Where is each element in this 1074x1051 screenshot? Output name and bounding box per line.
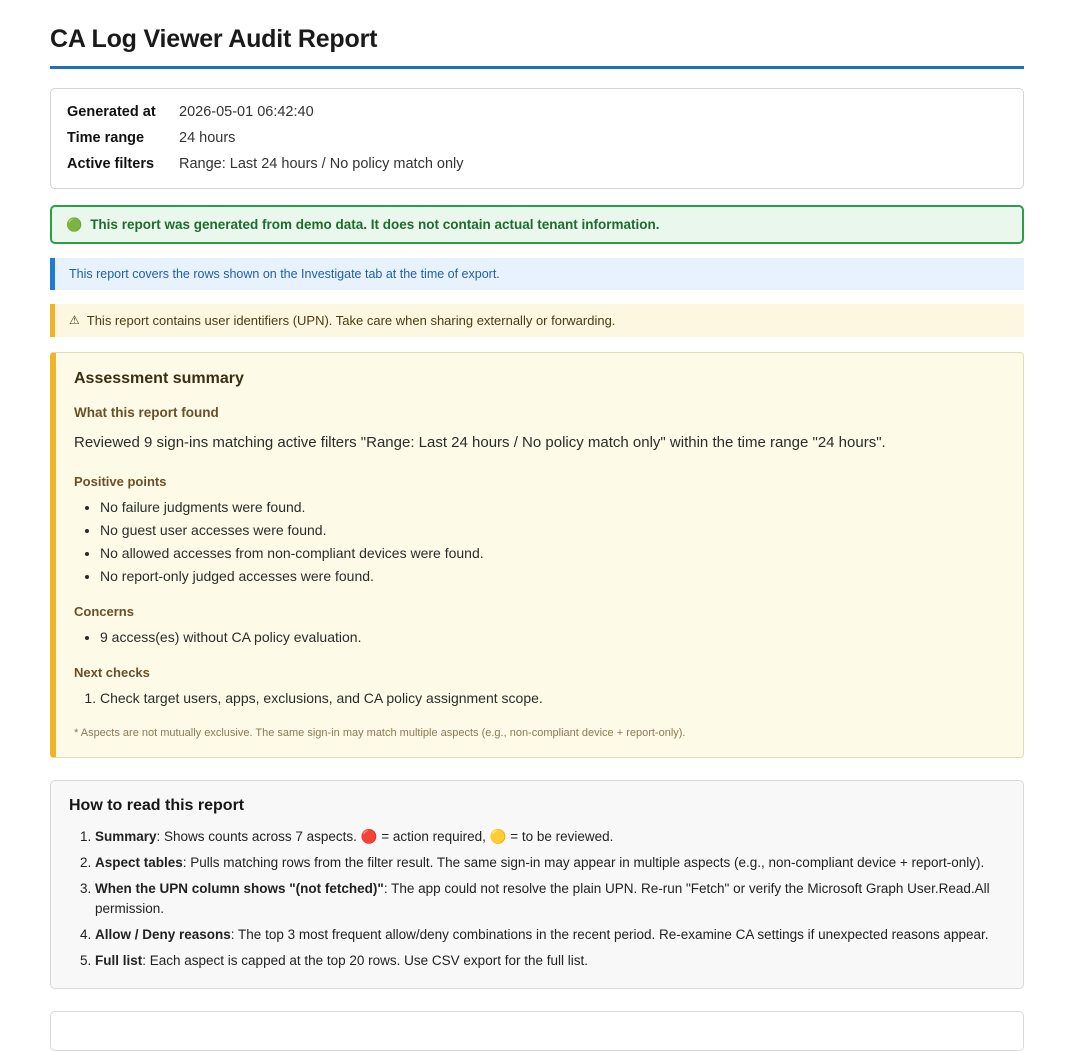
list-item-term: When the UPN column shows "(not fetched)" (95, 880, 384, 896)
list-item-text: : The app could not resolve the plain UPN. Re-run "Fetch" or verify the Microsoft Graph User.Read.All permission. (95, 880, 990, 917)
red-circle-icon: 🔴 (360, 828, 378, 844)
metadata-value: 2026-05-01 06:42:40 (179, 103, 314, 120)
assessment-footnote: * Aspects are not mutually exclusive. The same sign-in may match multiple aspects (e.g., non-compliant device + report-only). (74, 727, 686, 740)
how-to-read-title: How to read this report (69, 796, 245, 814)
next-section-card (50, 1011, 1024, 1051)
assessment-summary-card (50, 352, 1024, 758)
list-item (95, 853, 1005, 874)
positive-points-heading: Positive points (74, 473, 167, 489)
list-item: • No failure judgments were found. (100, 496, 1005, 519)
concerns-list (74, 626, 1005, 649)
privacy-warning-banner-text: This report contains user identifiers (UPN). Take care when sharing externally or forwarding. (86, 312, 616, 328)
scope-info-banner (50, 258, 1024, 290)
privacy-warning-banner (50, 304, 1024, 337)
list-item: • No allowed accesses from non-compliant devices were found. (100, 542, 1005, 565)
metadata-row-active-filters (67, 156, 1007, 172)
how-to-read-card (50, 780, 1024, 990)
list-item-term: Summary (95, 828, 157, 844)
list-item: • 9 access(es) without CA policy evaluation. (100, 626, 1005, 649)
next-checks-list (74, 687, 1005, 710)
list-item: • No guest user accesses were found. (100, 519, 1005, 542)
warning-triangle-icon: ⚠ (69, 313, 80, 327)
report-metadata-card (50, 88, 1024, 189)
metadata-value: Range: Last 24 hours / No policy match only (179, 155, 464, 172)
metadata-value: 24 hours (179, 129, 236, 146)
list-item-term: Aspect tables (95, 854, 183, 870)
metadata-label: Active filters (67, 155, 155, 172)
list-item (95, 925, 1005, 946)
list-item: 1. Check target users, apps, exclusions, and CA policy assignment scope. (100, 687, 1005, 710)
list-item (95, 951, 1005, 972)
metadata-row-generated-at (67, 104, 1007, 120)
title-divider (50, 66, 1024, 69)
concerns-heading: Concerns (74, 604, 134, 620)
list-item-text: = action required, (377, 828, 490, 844)
list-item-text: : Shows counts across 7 aspects. (156, 828, 361, 844)
green-circle-icon: 🟢 (66, 216, 83, 232)
page-title: CA Log Viewer Audit Report (50, 25, 378, 53)
yellow-circle-icon: 🟡 (489, 828, 507, 844)
list-item-term: Allow / Deny reasons (95, 927, 231, 943)
assessment-summary-title: Assessment summary (74, 369, 244, 387)
demo-data-banner-text: This report was generated from demo data. It does not contain actual tenant information. (90, 216, 660, 232)
metadata-row-time-range (67, 130, 1007, 146)
assessment-paragraph: Reviewed 9 sign-ins matching active filters "Range: Last 24 hours / No policy match only" within the time range "24 hours". (74, 433, 886, 451)
scope-info-banner-text: This report covers the rows shown on the Investigate tab at the time of export. (69, 266, 500, 281)
metadata-label: Generated at (67, 103, 156, 120)
list-item-text: = to be reviewed. (506, 828, 614, 844)
list-item-term: Full list (95, 953, 143, 969)
positive-points-list (74, 496, 1005, 588)
how-to-read-list (69, 827, 1005, 973)
list-item: • No report-only judged accesses were found. (100, 565, 1005, 588)
assessment-subtitle: What this report found (74, 404, 219, 420)
list-item (95, 879, 1005, 921)
demo-data-banner (50, 205, 1024, 244)
list-item-text: : The top 3 most frequent allow/deny combinations in the recent period. Re-examine CA settings if unexpected reasons appear. (230, 927, 989, 943)
list-item (95, 827, 1005, 848)
list-item-text: : Pulls matching rows from the filter result. The same sign-in may appear in multiple aspects (e.g., non-compliant device + report-only). (182, 854, 985, 870)
list-item-text: : Each aspect is capped at the top 20 rows. Use CSV export for the full list. (142, 953, 588, 969)
next-checks-heading: Next checks (74, 665, 150, 681)
metadata-label: Time range (67, 129, 145, 146)
